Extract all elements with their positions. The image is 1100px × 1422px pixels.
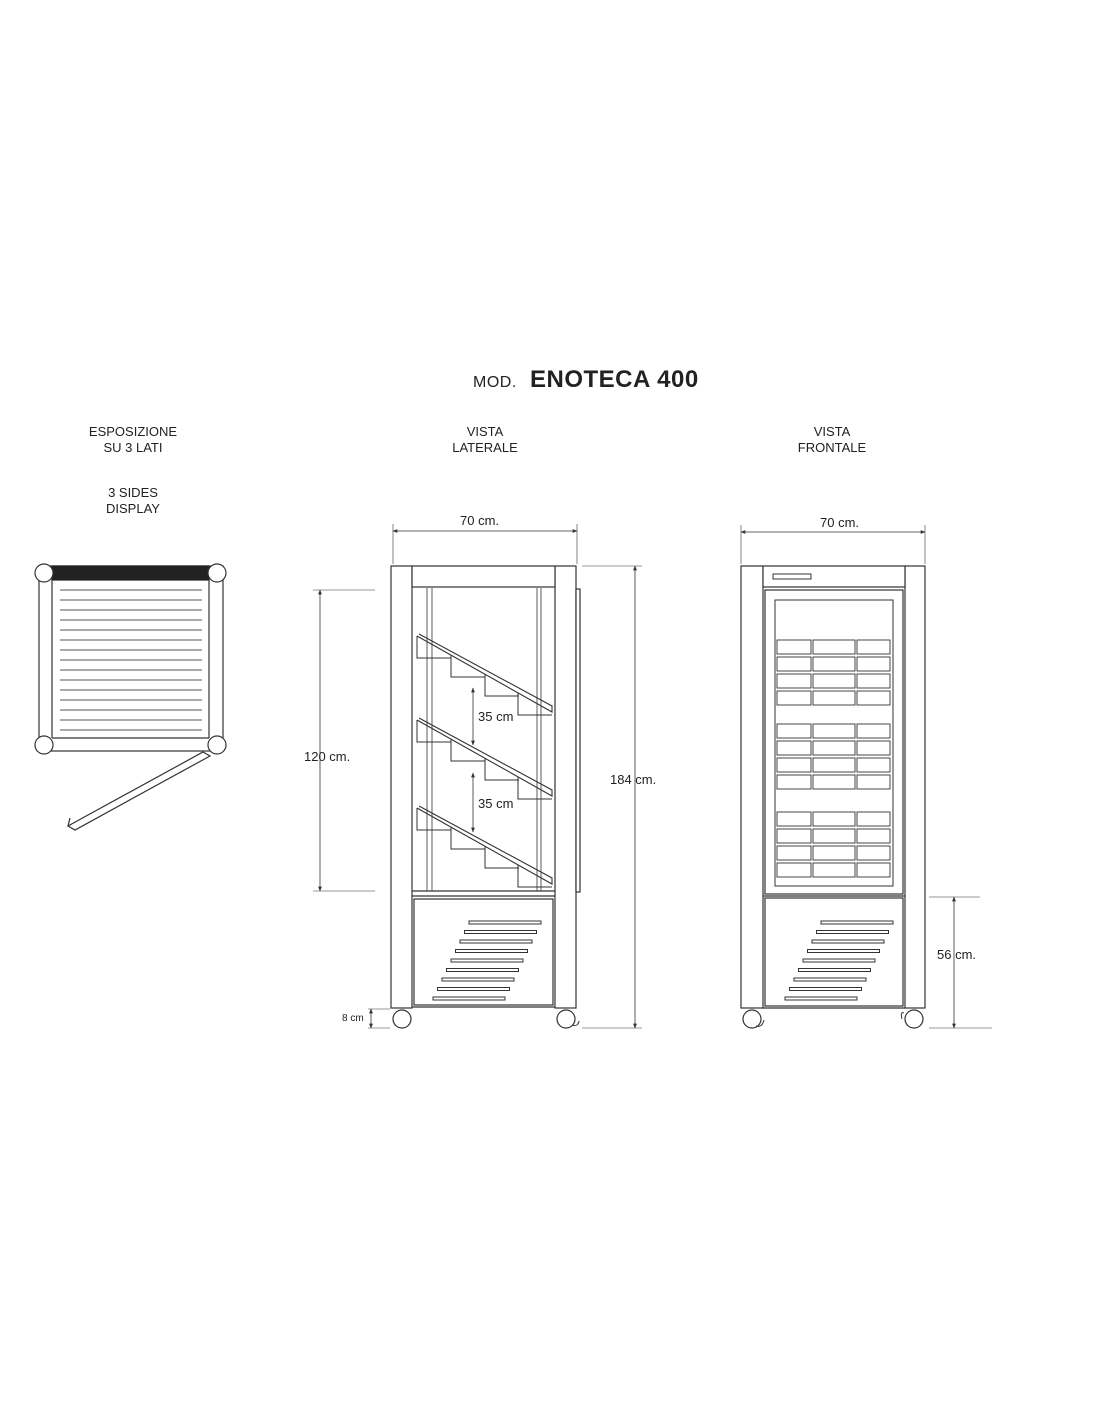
- top-view-open-door: [68, 752, 210, 830]
- bottle-cell: [813, 846, 855, 860]
- bottle-cell: [813, 640, 855, 654]
- front-wheel: [905, 1010, 923, 1028]
- bottle-cell: [857, 691, 890, 705]
- bottle-cell: [813, 758, 855, 772]
- shelf-slope: [417, 634, 552, 712]
- vent-slat: [451, 959, 523, 962]
- bottle-cell: [857, 657, 890, 671]
- top-view-plan: [35, 564, 226, 830]
- shelf-gap-dimension-1: 35 cm: [478, 709, 514, 724]
- bottle-cell: [857, 724, 890, 738]
- vent-slat: [790, 988, 862, 991]
- vent-slat: [438, 988, 510, 991]
- bottle-cell: [777, 724, 811, 738]
- front-wheel-brake: [901, 1013, 904, 1019]
- top-view-frame: [39, 566, 223, 751]
- top-view-label-en-line1: 3 SIDES: [108, 485, 158, 500]
- bottle-cell: [857, 829, 890, 843]
- vent-slat: [799, 969, 871, 972]
- vent-slat: [803, 959, 875, 962]
- side-view-label-line1: VISTA: [466, 424, 504, 439]
- bottle-cell: [813, 863, 855, 877]
- bottle-cell: [777, 741, 811, 755]
- side-left-post: [391, 566, 412, 1008]
- bottle-cell: [857, 758, 890, 772]
- side-view-stepped-shelves: [417, 634, 552, 887]
- bottle-cell: [777, 846, 811, 860]
- vent-slat: [817, 931, 889, 934]
- stepped-shelf: [417, 806, 552, 887]
- stepped-shelf: [417, 718, 552, 799]
- bottle-cell: [857, 812, 890, 826]
- bottle-cell: [777, 758, 811, 772]
- top-view-corner-post: [35, 564, 53, 582]
- vent-slat: [812, 940, 884, 943]
- vent-slat: [442, 978, 514, 981]
- front-left-post: [741, 566, 763, 1008]
- bottle-cell: [777, 863, 811, 877]
- bottle-cell: [813, 741, 855, 755]
- top-view-back-panel: [52, 566, 209, 580]
- front-view-label-line1: VISTA: [813, 424, 851, 439]
- total-height-dimension: 184 cm.: [610, 772, 657, 787]
- bottle-cell: [777, 775, 811, 789]
- stepped-shelf: [417, 634, 552, 715]
- bottle-cell: [777, 674, 811, 688]
- vent-slat: [785, 997, 857, 1000]
- vent-slat: [808, 950, 880, 953]
- side-right-post: [555, 566, 576, 1008]
- top-view-label-it-line2: SU 3 LATI: [103, 440, 163, 455]
- base-height-dimension: 56 cm.: [937, 947, 977, 962]
- front-view-label-line2: FRONTALE: [797, 440, 867, 455]
- bottle-cell: [857, 741, 890, 755]
- bottle-cell: [857, 640, 890, 654]
- bottle-cell: [857, 674, 890, 688]
- side-width-dimension: 70 cm.: [460, 513, 500, 528]
- bottle-cell: [813, 775, 855, 789]
- front-wheel: [743, 1010, 761, 1028]
- vent-slat: [460, 940, 532, 943]
- front-shelf-grid: [777, 640, 890, 877]
- vent-slat: [469, 921, 541, 924]
- shelf-slope: [417, 718, 552, 796]
- side-view-drawing: [313, 524, 642, 1028]
- bottle-cell: [813, 829, 855, 843]
- vent-slat: [456, 950, 528, 953]
- front-right-post: [905, 566, 925, 1008]
- top-view-label-en-line2: DISPLAY: [106, 501, 160, 516]
- side-view-label-line2: LATERALE: [452, 440, 518, 455]
- vent-slat: [433, 997, 505, 1000]
- bottle-cell: [777, 812, 811, 826]
- shelf-gap-dimension-2: 35 cm: [478, 796, 514, 811]
- vent-slat: [794, 978, 866, 981]
- top-view-shelf-lines: [60, 590, 202, 730]
- model-prefix: MOD.: [473, 374, 517, 391]
- bottle-cell: [813, 724, 855, 738]
- bottle-cell: [813, 812, 855, 826]
- bottle-cell: [813, 657, 855, 671]
- bottle-cell: [813, 691, 855, 705]
- bottle-cell: [857, 775, 890, 789]
- top-view-corner-post: [35, 736, 53, 754]
- side-top-header: [412, 566, 555, 587]
- bottle-cell: [777, 691, 811, 705]
- shelf-slope: [417, 806, 552, 884]
- top-view-label-it-line1: ESPOSIZIONE: [88, 424, 178, 439]
- top-view-corner-post: [208, 736, 226, 754]
- front-control-display: [773, 574, 811, 579]
- bottle-cell: [857, 846, 890, 860]
- bottle-cell: [777, 640, 811, 654]
- bottle-cell: [777, 657, 811, 671]
- vent-slat: [465, 931, 537, 934]
- model-name: ENOTECA 400: [530, 366, 699, 393]
- front-width-dimension: 70 cm.: [820, 515, 860, 530]
- wheel-height-dimension: 8 cm: [342, 1013, 364, 1024]
- vent-slat: [821, 921, 893, 924]
- bottle-cell: [813, 674, 855, 688]
- bottle-cell: [777, 829, 811, 843]
- display-height-dimension: 120 cm.: [304, 749, 351, 764]
- side-back-panel: [576, 589, 580, 892]
- front-view-drawing: [741, 525, 992, 1028]
- top-view-corner-post: [208, 564, 226, 582]
- side-wheel: [393, 1010, 411, 1028]
- bottle-cell: [857, 863, 890, 877]
- vent-slat: [447, 969, 519, 972]
